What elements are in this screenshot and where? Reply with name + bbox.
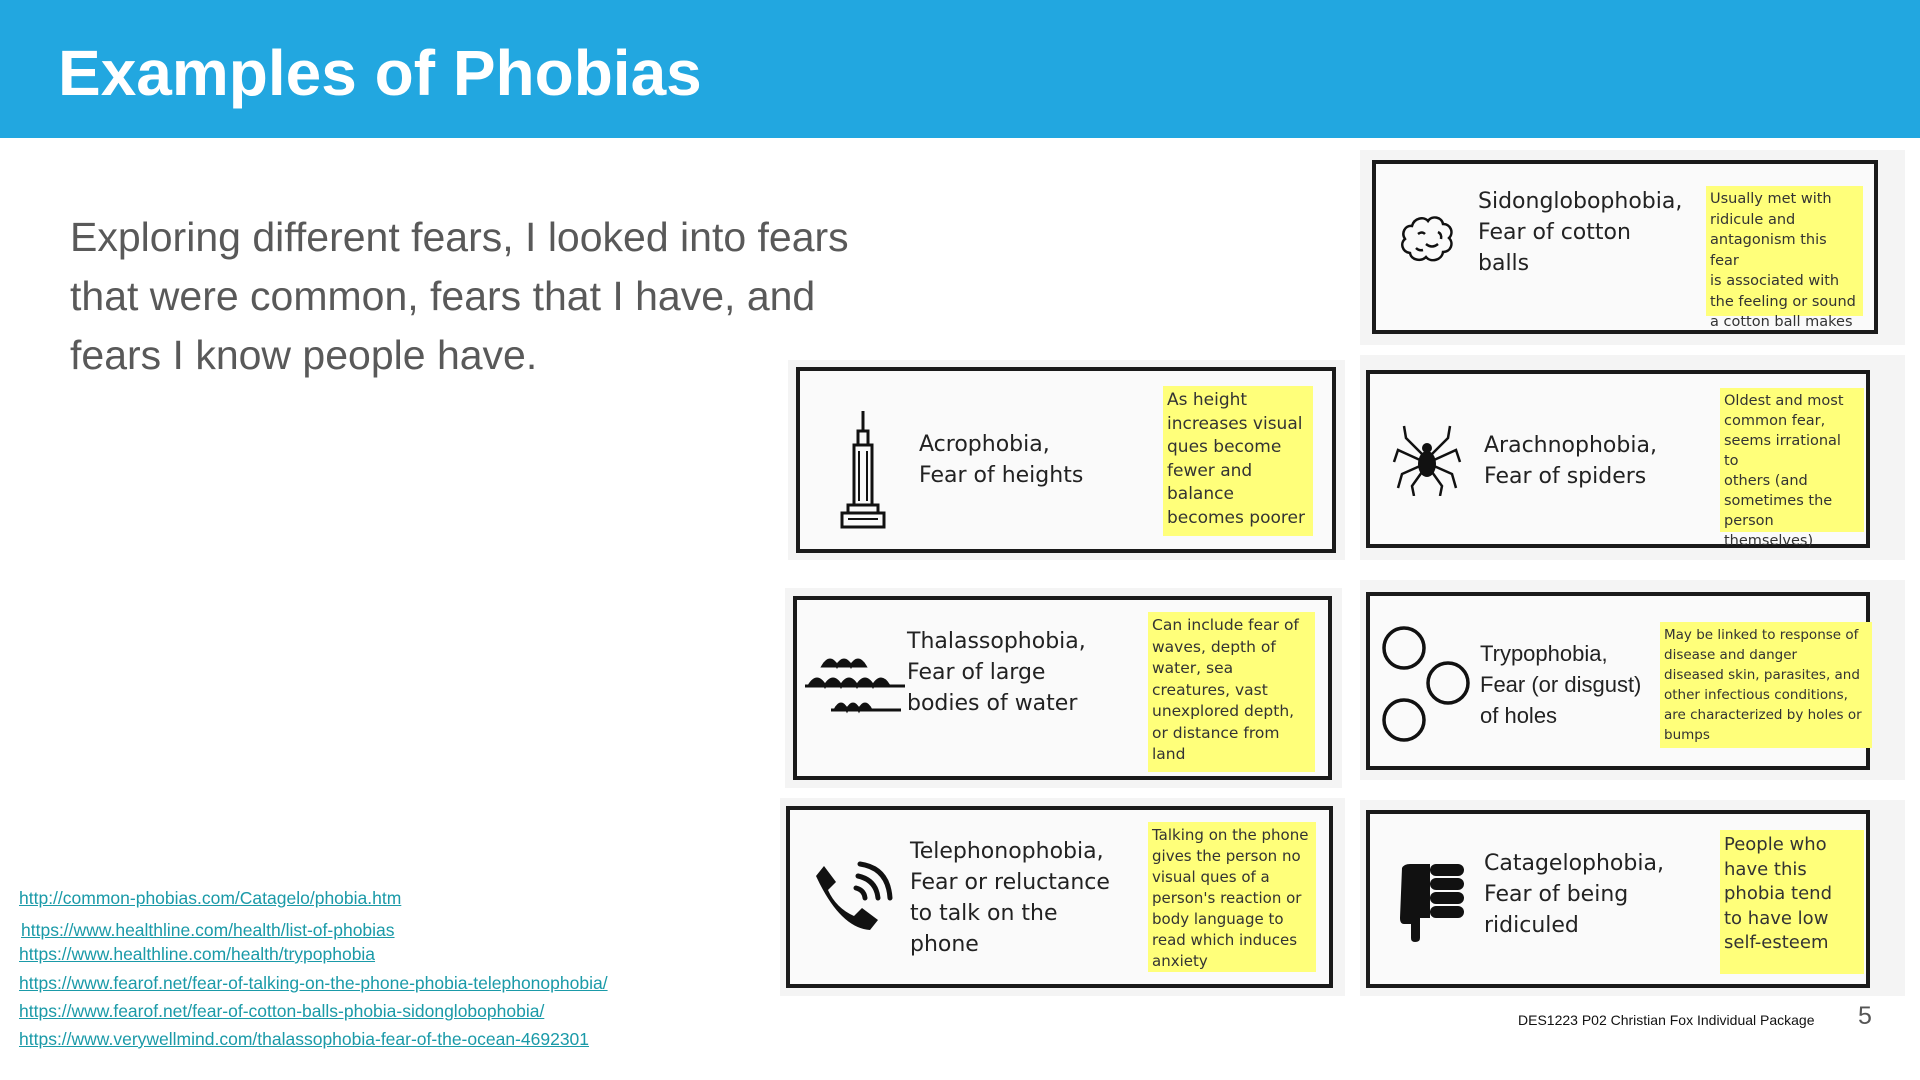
card-catagelophobia bbox=[1360, 800, 1905, 996]
cotton-ball-icon bbox=[1398, 208, 1462, 272]
phobia-title: Telephonophobia, Fear or reluctance to talk on the phone bbox=[910, 839, 1110, 957]
card-sidonglobophobia bbox=[1360, 150, 1905, 345]
page-number: 5 bbox=[1858, 1002, 1872, 1030]
card-arachnophobia bbox=[1360, 355, 1905, 560]
phone-icon bbox=[810, 858, 894, 942]
card-telephonophobia bbox=[780, 798, 1345, 996]
spider-icon bbox=[1392, 424, 1462, 496]
waves-icon bbox=[805, 652, 905, 718]
card-thalassophobia bbox=[785, 588, 1342, 788]
card-acrophobia bbox=[788, 360, 1345, 560]
phobia-note: Can include fear of waves, depth of water, sea creatures, vast unexplored depth, or distance from land bbox=[1148, 612, 1315, 772]
thumbs-down-icon bbox=[1398, 862, 1466, 942]
source-link[interactable]: https://www.verywellmind.com/thalassophobia-fear-of-the-ocean-4692301 bbox=[19, 1029, 590, 1049]
intro-text: Exploring different fears, I looked into fears that were common, fears that I have, and fears I know people have. bbox=[70, 214, 849, 378]
holes-icon bbox=[1382, 626, 1474, 744]
phobia-note: Oldest and most common fear, seems irrational to others (and sometimes the person themselves) bbox=[1720, 388, 1864, 532]
phobia-title: Catagelophobia, Fear of being ridiculed bbox=[1484, 851, 1664, 938]
source-link[interactable]: https://www.healthline.com/health/list-of-phobias bbox=[21, 920, 395, 940]
source-link[interactable]: http://common-phobias.com/Catagelo/phobia.htm bbox=[19, 888, 402, 908]
phobia-note: As height increases visual ques become fewer and balance becomes poorer bbox=[1163, 386, 1313, 536]
phobia-title: Sidonglobophobia, Fear of cotton balls bbox=[1478, 189, 1683, 276]
phobia-note: People who have this phobia tend to have low self-esteem bbox=[1720, 830, 1864, 974]
page-title: Examples of Phobias bbox=[58, 37, 702, 109]
source-link[interactable]: https://www.fearof.net/fear-of-talking-on-the-phone-phobia-telephonophobia/ bbox=[19, 973, 608, 993]
phobia-note: Usually met with ridicule and antagonism this fear is associated with the feeling or sound a cotton ball makes bbox=[1706, 186, 1863, 316]
phobia-title: Arachnophobia, Fear of spiders bbox=[1484, 433, 1657, 489]
phobia-title: Acrophobia, Fear of heights bbox=[919, 432, 1084, 488]
card-trypophobia bbox=[1360, 580, 1905, 780]
source-link[interactable]: https://www.fearof.net/fear-of-cotton-balls-phobia-sidonglobophobia/ bbox=[19, 1001, 545, 1021]
phobia-note: May be linked to response of disease and danger diseased skin, parasites, and other infectious conditions, are characterized by holes or bumps bbox=[1660, 622, 1872, 748]
phobia-title: Trypophobia, Fear (or disgust) of holes bbox=[1480, 641, 1642, 728]
footer-text: DES1223 P02 Christian Fox Individual Package bbox=[1518, 1012, 1815, 1028]
title-bar bbox=[0, 0, 1920, 138]
skyscraper-icon bbox=[840, 411, 886, 529]
phobia-title: Thalassophobia, Fear of large bodies of water bbox=[907, 629, 1086, 716]
phobia-note: Talking on the phone gives the person no visual ques of a person's reaction or body language to read which induces anxiety bbox=[1148, 822, 1316, 972]
source-link[interactable]: https://www.healthline.com/health/trypophobia bbox=[19, 944, 376, 964]
